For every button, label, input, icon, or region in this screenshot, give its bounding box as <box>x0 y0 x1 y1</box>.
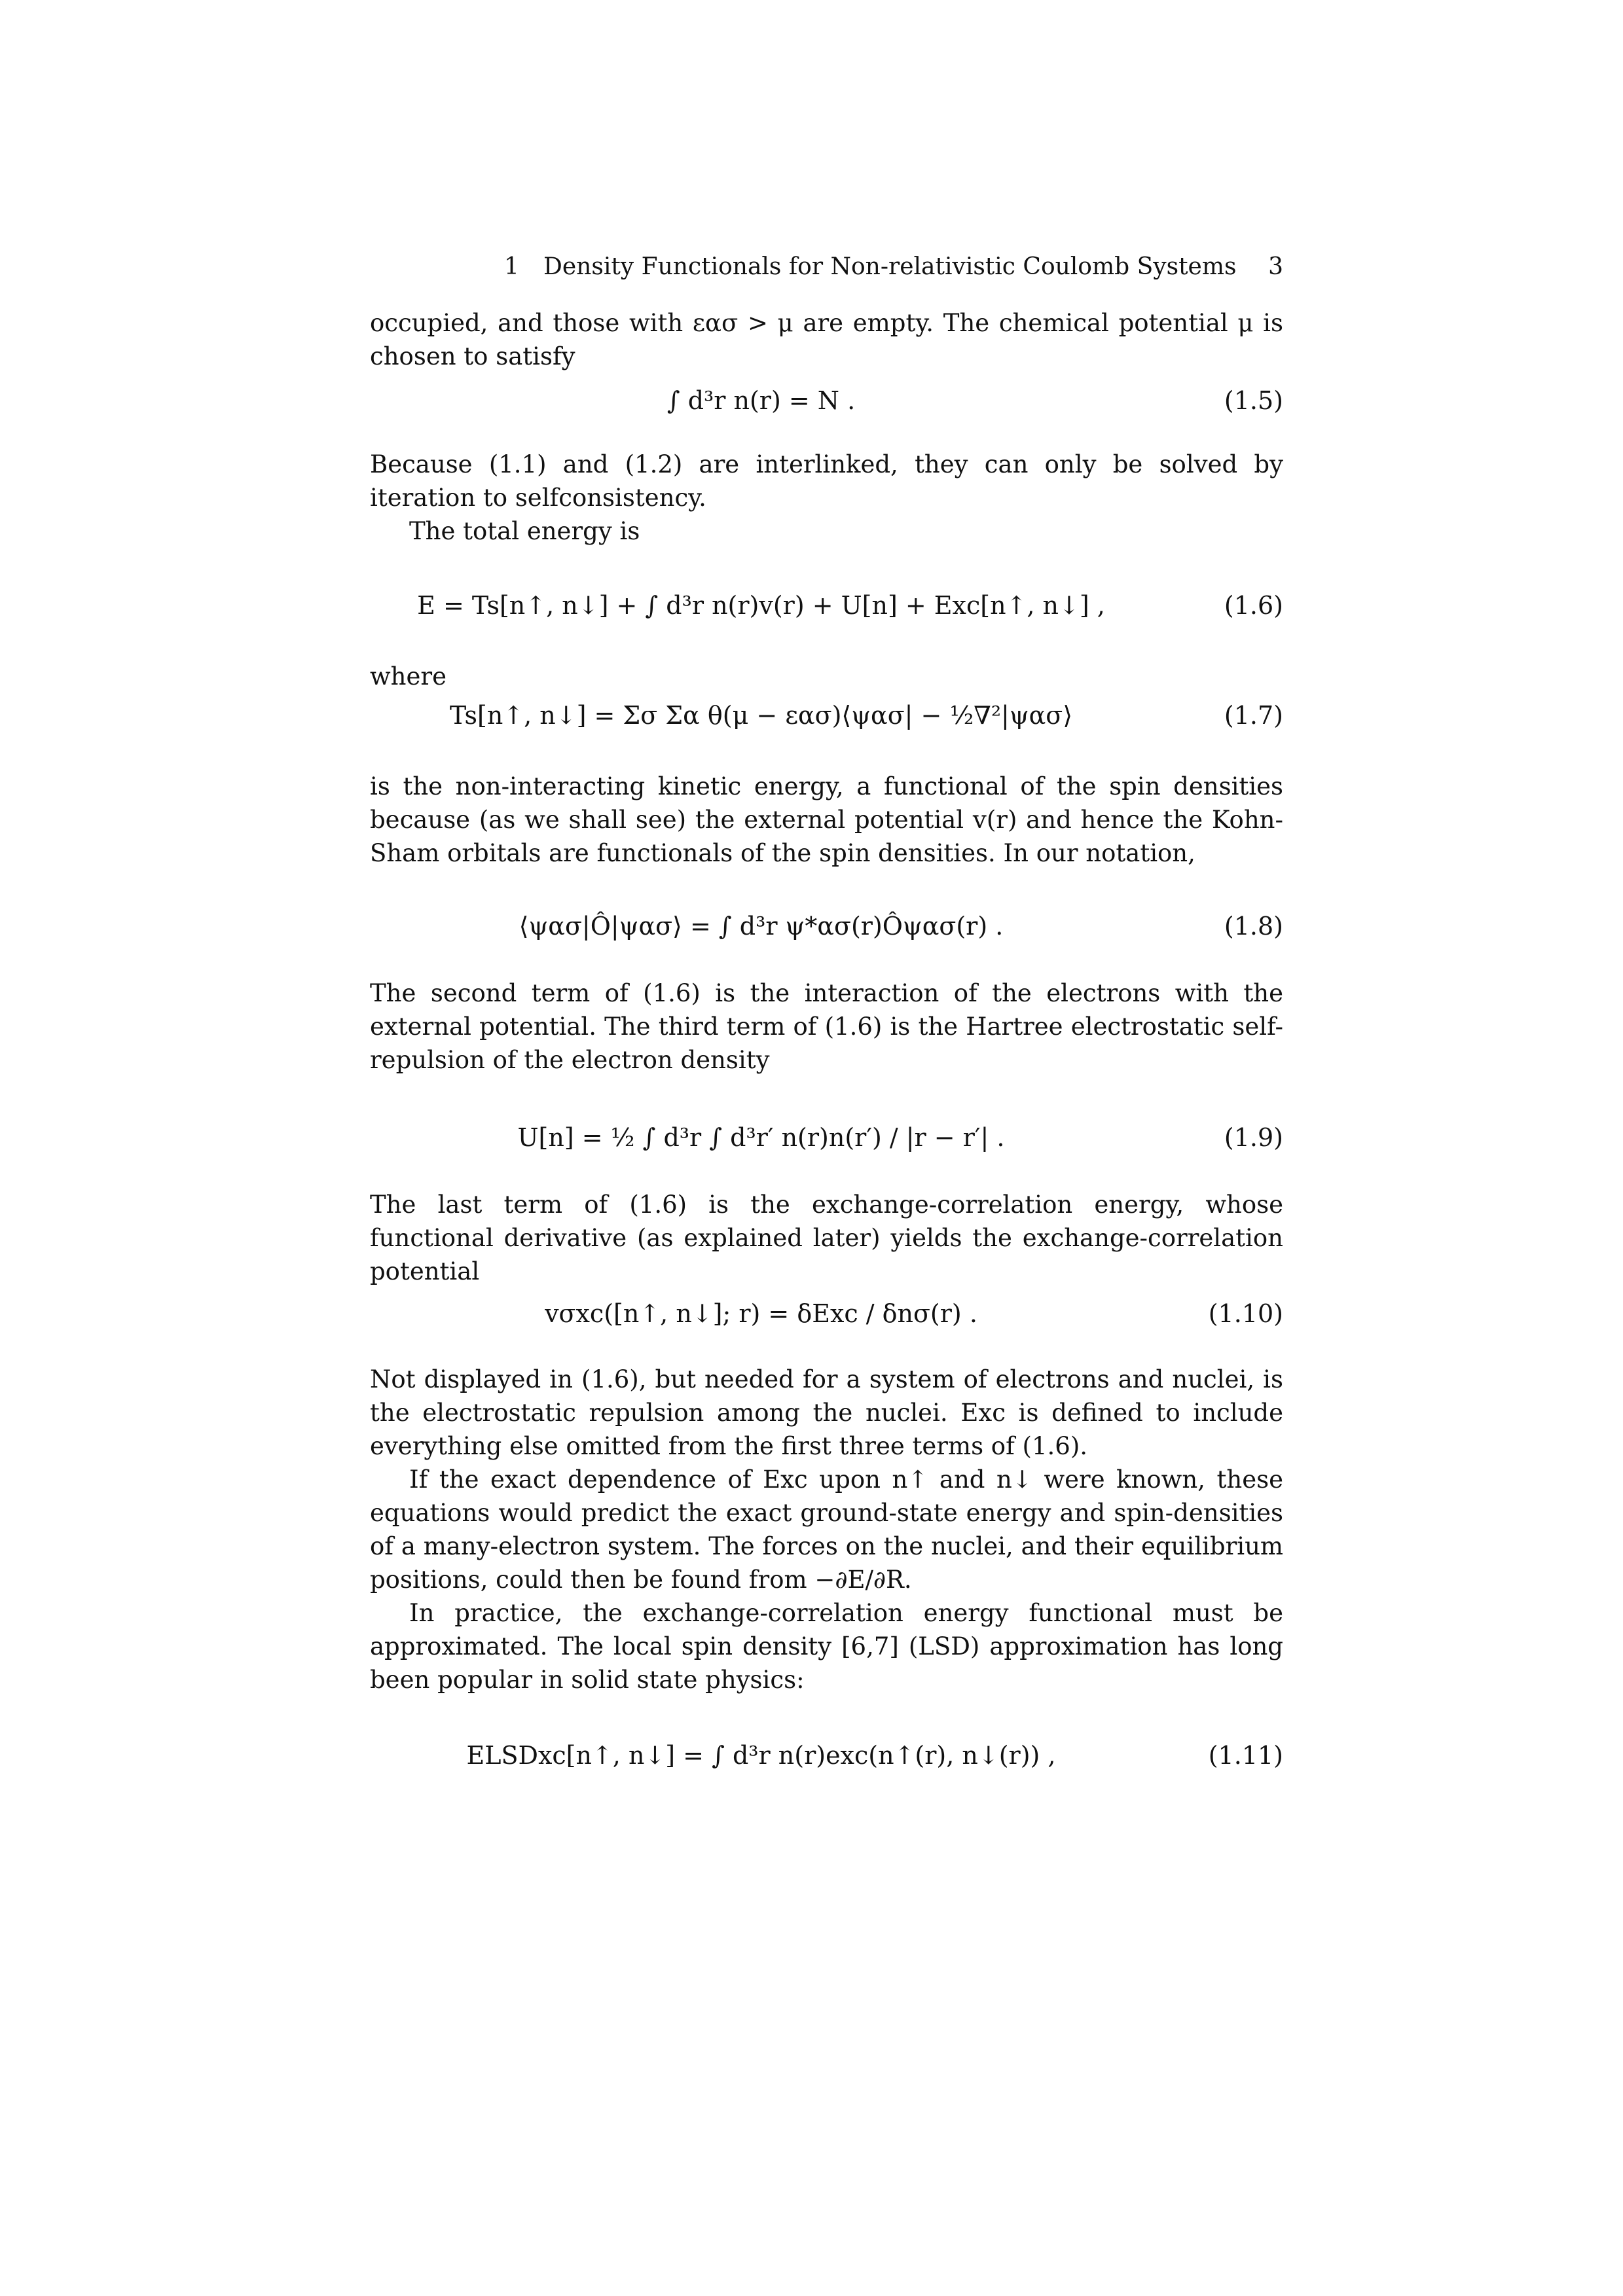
paragraph: occupied, and those with εασ > μ are empty. The chemical potential μ is chosen to satisfy <box>370 309 1283 370</box>
paragraph: Not displayed in (1.6), but needed for a system of electrons and nuclei, is the electrostatic repulsion among the nuclei. Exc is defined to include everything else omitted from the first three terms of (1.6). <box>370 1365 1283 1460</box>
equation-number: (1.10) <box>1208 1299 1283 1328</box>
equation-number: (1.8) <box>1224 912 1283 941</box>
equation-number: (1.9) <box>1224 1123 1283 1152</box>
equation-number: (1.7) <box>1224 701 1283 730</box>
chapter-number: 1 <box>504 253 519 280</box>
equation-number: (1.11) <box>1208 1741 1283 1770</box>
equation-1-5 <box>370 381 1283 420</box>
equation-body: U[n] = ½ ∫ d³r ∫ d³r′ n(r)n(r′) / |r − r′| . <box>517 1123 1005 1152</box>
page-number: 3 <box>1268 253 1283 280</box>
paragraph: If the exact dependence of Exc upon n↑ and n↓ were known, these equations would predict the exact ground-state energy and spin-densities of a many-electron system. The forces on the nuclei, and their equilibrium positions, could then be found from −∂E/∂R. <box>370 1465 1283 1594</box>
equation-1-8 <box>370 906 1283 946</box>
equation-body: ⟨ψασ|Ô|ψασ⟩ = ∫ d³r ψ*ασ(r)Ôψασ(r) . <box>519 912 1004 941</box>
equation-number: (1.5) <box>1224 386 1283 415</box>
equation-1-9 <box>370 1118 1283 1157</box>
equation-body: ELSDxc[n↑, n↓] = ∫ d³r n(r)exc(n↑(r), n↓(r)) , <box>466 1741 1056 1770</box>
equation-1-10 <box>370 1294 1283 1333</box>
equation-body: ∫ d³r n(r) = N . <box>666 386 856 415</box>
paragraph: The total energy is <box>409 517 640 545</box>
paragraph: In practice, the exchange-correlation energy functional must be approximated. The local spin density [6,7] (LSD) approximation has long been popular in solid state physics: <box>370 1599 1283 1694</box>
equation-1-6 <box>370 586 1283 625</box>
paragraph: Because (1.1) and (1.2) are interlinked, they can only be solved by iteration to selfconsistency. <box>370 450 1283 512</box>
equation-1-7 <box>370 696 1283 735</box>
equation-number: (1.6) <box>1224 591 1283 620</box>
equation-1-11 <box>370 1736 1283 1775</box>
equation-body: vσxc([n↑, n↓]; r) = δExc / δnσ(r) . <box>545 1299 977 1328</box>
paragraph: The last term of (1.6) is the exchange-correlation energy, whose functional derivative (as explained later) yields the exchange-correlation potential <box>370 1191 1283 1285</box>
running-title: Density Functionals for Non-relativistic Coulomb Systems <box>543 253 1237 280</box>
where-label: where <box>370 662 447 691</box>
equation-body: Ts[n↑, n↓] = Σσ Σα θ(μ − εασ)⟨ψασ| − ½∇²|ψασ⟩ <box>449 701 1073 730</box>
paragraph: is the non-interacting kinetic energy, a functional of the spin densities because (as we shall see) the external potential v(r) and hence the Kohn-Sham orbitals are functionals of the spin densities. In our notation, <box>370 772 1283 867</box>
running-header <box>504 250 1283 284</box>
equation-body: E = Ts[n↑, n↓] + ∫ d³r n(r)v(r) + U[n] + Exc[n↑, n↓] , <box>417 591 1105 620</box>
paragraph: The second term of (1.6) is the interaction of the electrons with the external potential. The third term of (1.6) is the Hartree electrostatic self-repulsion of the electron density <box>370 979 1283 1074</box>
